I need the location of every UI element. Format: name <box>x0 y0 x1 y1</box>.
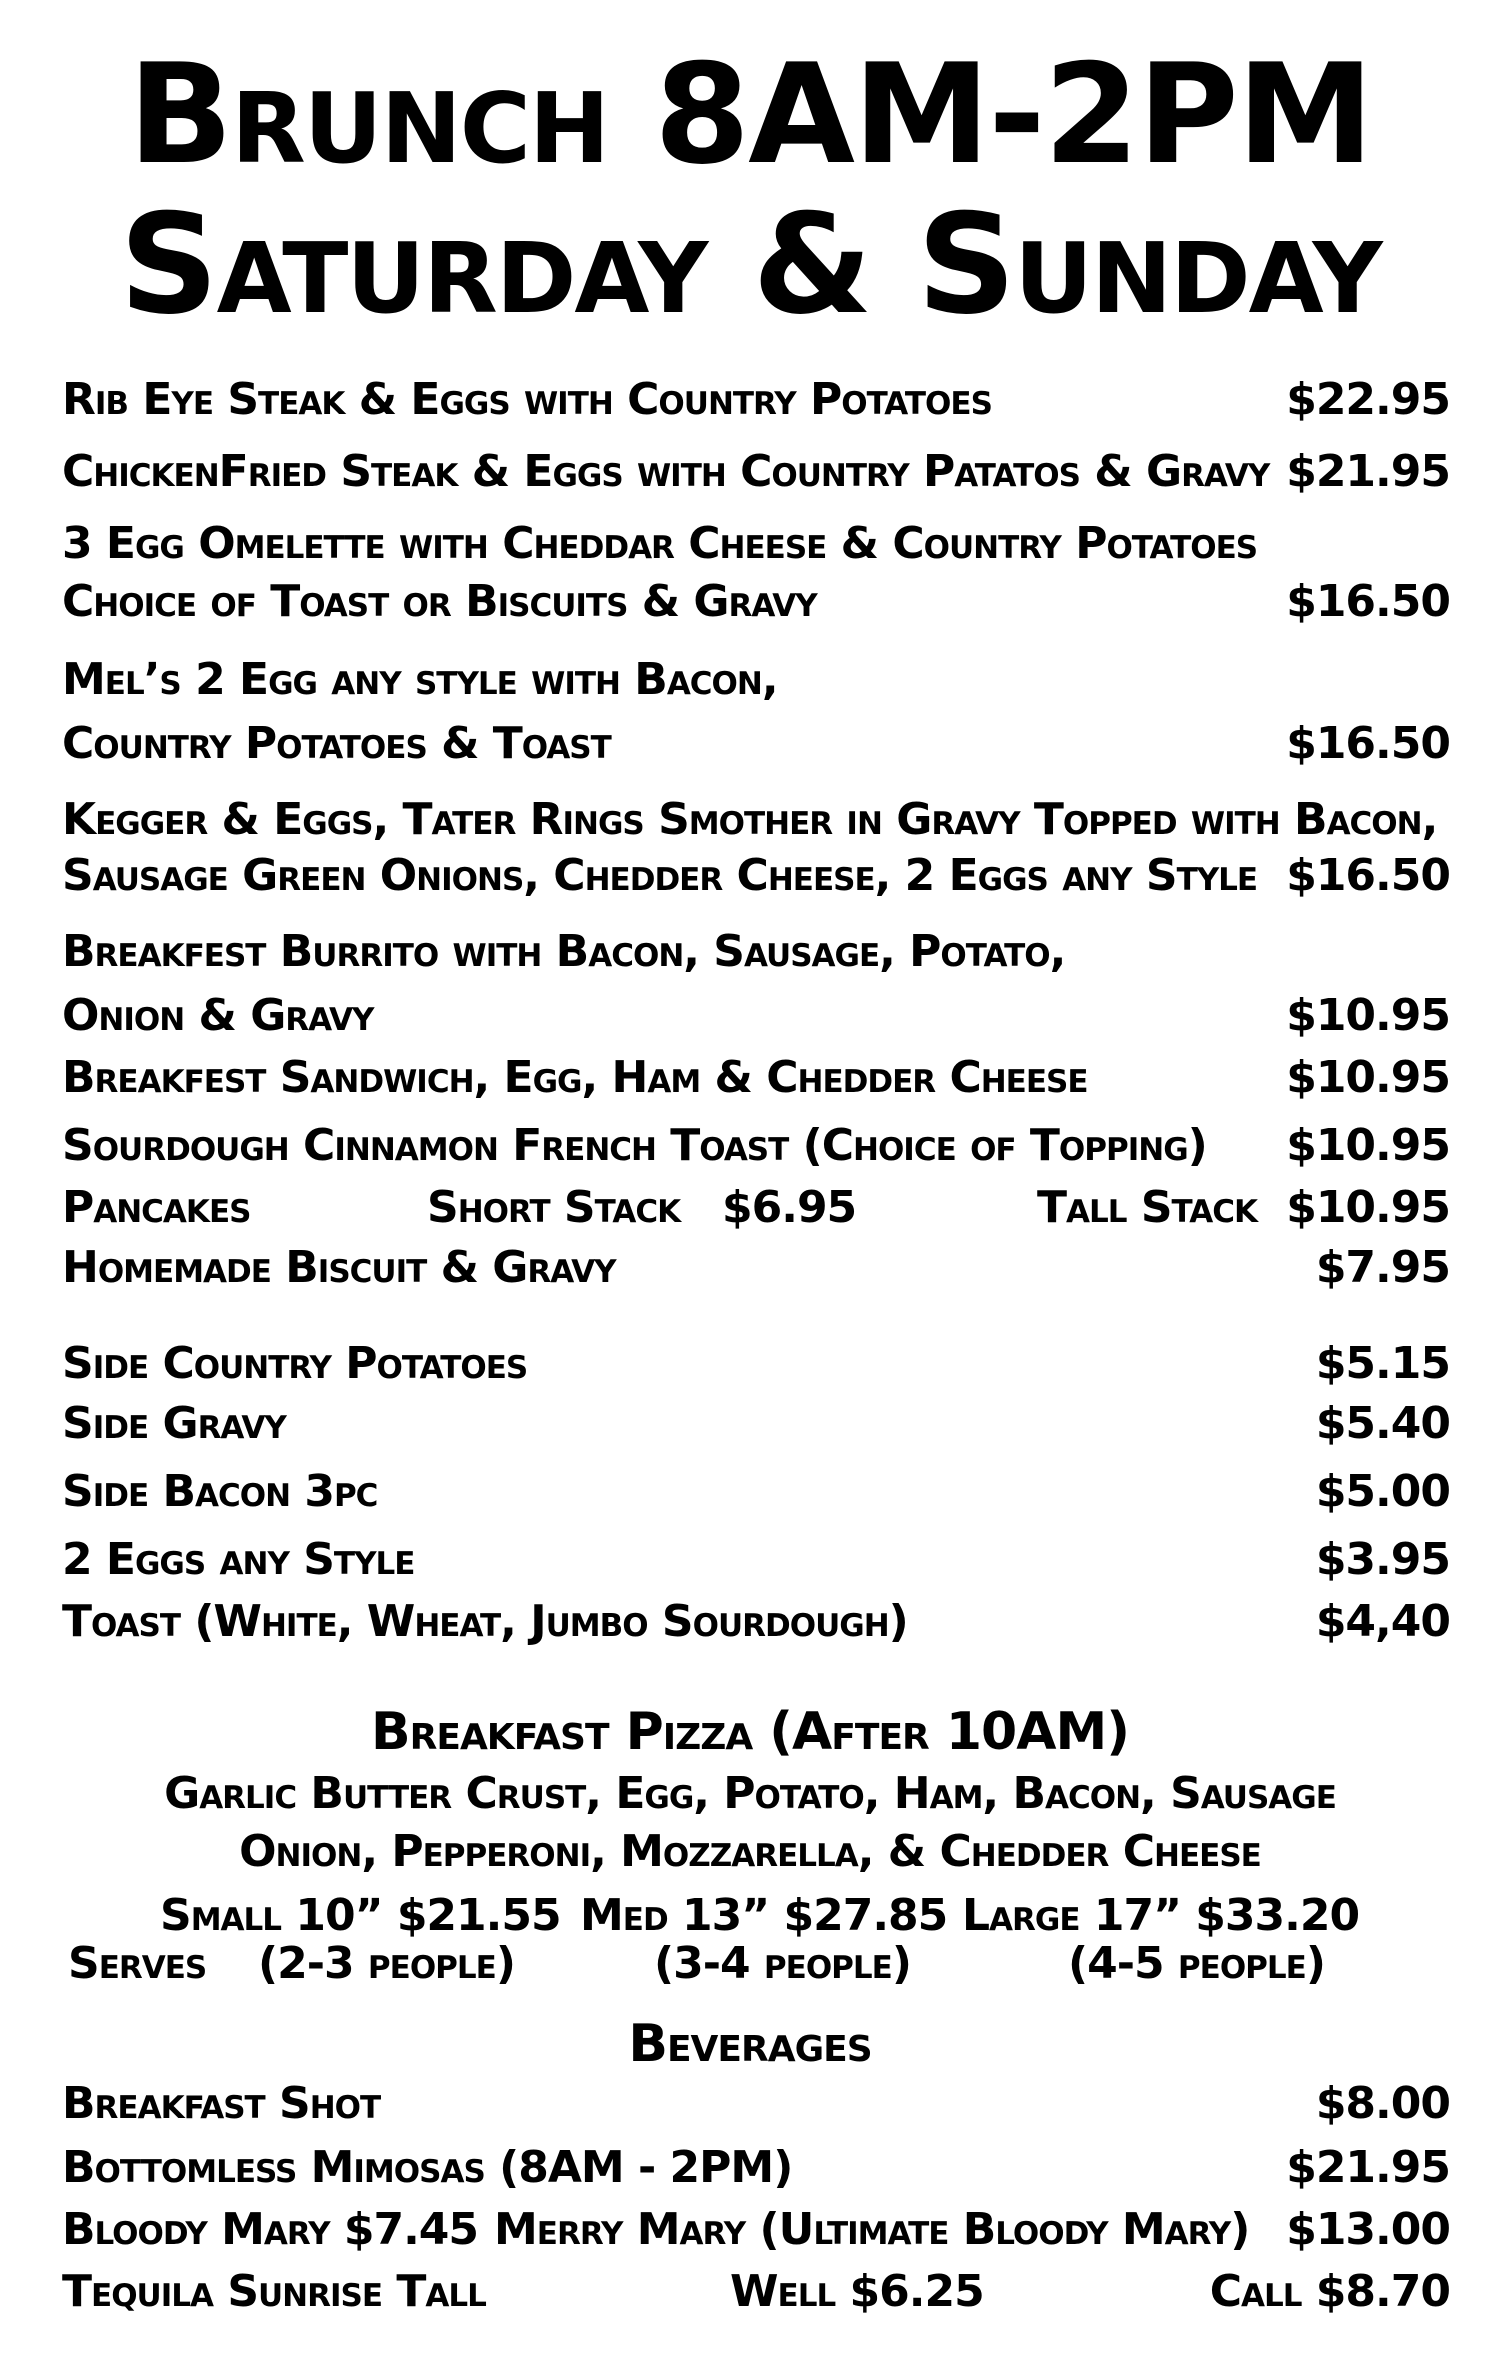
merry-mary: Merry Mary (Ultimate Bloody Mary) <box>494 2204 1250 2255</box>
beverage-breakfast-shot <box>62 2076 1450 2132</box>
item-name: Tequila Sunrise Tall <box>62 2266 486 2317</box>
item-price: $8.00 <box>1315 2078 1450 2129</box>
item-price: $16.50 <box>1286 850 1450 901</box>
item-name: Toast (White, Wheat, Jumbo Sourdough) <box>62 1596 908 1647</box>
menu-item-french-toast <box>62 1118 1450 1174</box>
item-name: Breakfest Sandwich, Egg, Ham & Chedder Cheese <box>62 1052 1088 1103</box>
item-name: Pancakes <box>62 1182 251 1233</box>
item-price: $10.95 <box>1286 1052 1450 1103</box>
tequila-call: Call $8.70 <box>1209 2266 1450 2317</box>
item-name: 2 Eggs any Style <box>62 1534 415 1585</box>
beverage-bloody-mary <box>62 2202 1450 2258</box>
item-name: Breakfast Shot <box>62 2078 381 2129</box>
side-gravy <box>62 1396 1450 1452</box>
pizza-medium: Med 13” $27.85 <box>580 1890 948 1941</box>
menu-item-pancakes <box>62 1180 1450 1236</box>
title-line-1: Brunch 8AM-2PM <box>127 34 1373 195</box>
item-name: Side Bacon 3pc <box>62 1466 378 1517</box>
menu-item-rib-eye <box>62 372 1450 428</box>
item-price: $10.95 <box>1286 1120 1450 1171</box>
side-toast <box>62 1594 1450 1650</box>
item-price: $3.95 <box>1315 1534 1450 1585</box>
item-name-line-2: Country Potatoes & Toast <box>62 718 611 769</box>
menu-item-mels-2-egg-line-2 <box>62 716 1450 772</box>
menu-item-mels-2-egg <box>62 652 1450 708</box>
item-price: $5.15 <box>1315 1338 1450 1389</box>
item-price: $5.00 <box>1315 1466 1450 1517</box>
item-price: $16.50 <box>1286 718 1450 769</box>
item-price: $5.40 <box>1315 1398 1450 1449</box>
serves-large: (4-5 people) <box>1068 1938 1325 1989</box>
item-name-line-2: Sausage Green Onions, Chedder Cheese, 2 Eggs any Style <box>62 850 1258 901</box>
serves-medium: (3-4 people) <box>654 1938 911 1989</box>
tall-stack-price: $10.95 <box>1286 1182 1450 1233</box>
item-name: Sourdough Cinnamon French Toast (Choice of Topping) <box>62 1120 1207 1171</box>
menu-item-biscuit-gravy <box>62 1240 1450 1296</box>
item-price: $22.95 <box>1286 374 1450 425</box>
side-eggs <box>62 1532 1450 1588</box>
beverage-mimosas <box>62 2140 1450 2196</box>
pizza-description-1: Garlic Butter Crust, Egg, Potato, Ham, Bacon, Sausage <box>164 1768 1336 1819</box>
item-name: Mel’s 2 Egg any style with Bacon, <box>62 654 778 705</box>
item-name: Bottomless Mimosas (8AM - 2PM) <box>62 2142 793 2193</box>
item-price: $10.95 <box>1286 990 1450 1041</box>
item-price: $4,40 <box>1315 1596 1450 1647</box>
menu-item-kegger-eggs-line-2 <box>62 848 1450 904</box>
short-stack-label: Short Stack <box>427 1182 681 1233</box>
item-name: Side Country Potatoes <box>62 1338 528 1389</box>
item-name: Side Gravy <box>62 1398 286 1449</box>
pizza-small: Small 10” $21.55 <box>160 1890 561 1941</box>
item-name: Kegger & Eggs, Tater Rings Smother in Gravy Topped with Bacon, <box>62 794 1438 845</box>
menu-item-chicken-fried-steak <box>62 444 1450 500</box>
menu-item-omelette <box>62 516 1450 572</box>
item-price: $21.95 <box>1286 446 1450 497</box>
menu-item-breakfast-burrito-line-2 <box>62 988 1450 1044</box>
menu-item-breakfast-burrito <box>62 924 1450 980</box>
side-country-potatoes <box>62 1336 1450 1392</box>
item-price: $16.50 <box>1286 576 1450 627</box>
beverages-heading: Beverages <box>628 2014 872 2074</box>
menu-item-kegger-eggs <box>62 792 1450 848</box>
item-name: ChickenFried Steak & Eggs with Country Patatos & Gravy <box>62 446 1270 497</box>
serves-small: (2-3 people) <box>258 1938 515 1989</box>
side-bacon <box>62 1464 1450 1520</box>
item-name: Rib Eye Steak & Eggs with Country Potatoes <box>62 374 992 425</box>
item-price: $21.95 <box>1286 2142 1450 2193</box>
pizza-description-2: Onion, Pepperoni, Mozzarella, & Chedder Cheese <box>239 1826 1261 1877</box>
item-name-line-2: Onion & Gravy <box>62 990 374 1041</box>
menu-item-omelette-line-2 <box>62 574 1450 630</box>
serves-label: Serves <box>68 1938 207 1989</box>
item-name: Bloody Mary $7.45 <box>62 2204 479 2255</box>
menu-item-breakfast-sandwich <box>62 1050 1450 1106</box>
title-line-2: Saturday & Sunday <box>119 184 1381 345</box>
item-price: $13.00 <box>1286 2204 1450 2255</box>
tequila-well: Well $6.25 <box>730 2266 984 2317</box>
tall-stack-label: Tall Stack <box>1037 1182 1258 1233</box>
pizza-large: Large 17” $33.20 <box>962 1890 1360 1941</box>
pizza-heading: Breakfast Pizza (After 10AM) <box>371 1702 1129 1762</box>
short-stack-price: $6.95 <box>722 1182 857 1233</box>
item-name: Breakfest Burrito with Bacon, Sausage, Potato, <box>62 926 1066 977</box>
item-name: 3 Egg Omelette with Cheddar Cheese & Country Potatoes <box>62 518 1258 569</box>
item-price: $7.95 <box>1315 1242 1450 1293</box>
beverage-tequila-sunrise <box>62 2264 1450 2320</box>
item-name-line-2: Choice of Toast or Biscuits & Gravy <box>62 576 817 627</box>
item-name: Homemade Biscuit & Gravy <box>62 1242 616 1293</box>
